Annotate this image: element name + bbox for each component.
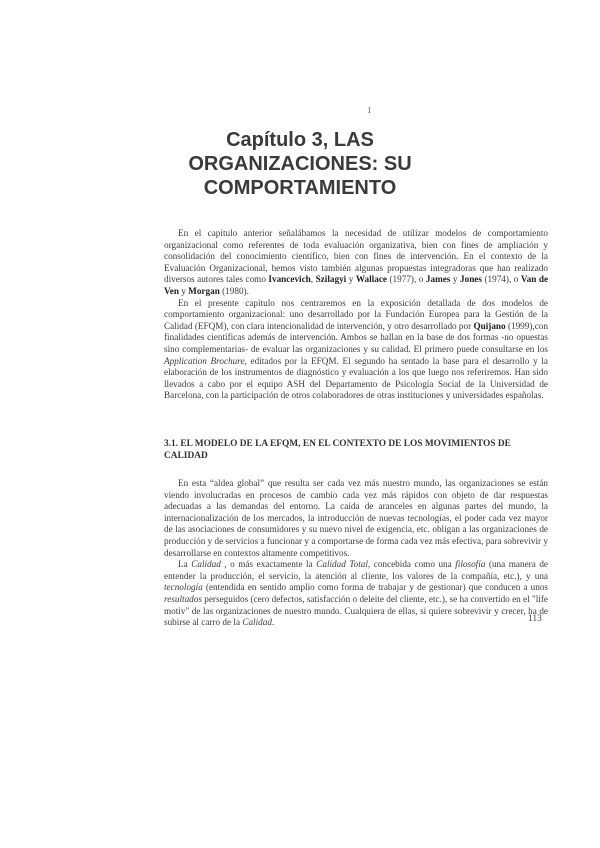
section-paragraph-2: [164, 559, 548, 629]
text-span: La: [178, 559, 192, 570]
author-name: Morgan: [188, 285, 220, 296]
author-name: Van de Ven: [164, 274, 549, 296]
author-name: Ivancevich: [268, 274, 311, 285]
section-heading: 3.1. EL MODELO DE LA EFQM, EN EL CONTEXTO DE LOS MOVIMIENTOS DE CALIDAD: [164, 439, 511, 461]
text-span: y: [346, 274, 356, 285]
italic-term: resultados: [164, 593, 202, 604]
text-span: y: [178, 285, 189, 296]
intro-text: [164, 228, 548, 402]
author-name: Quijano: [473, 320, 506, 331]
text-span: En el presente capítulo nos centraremos en la exposición detallada de dos modelos de comportamiento organizacional: uno desarrollado por la Fundación Europea para la Gestión de la Calidad (EFQM), con clara intencionalidad de intervención, y otro desarrollado por: [164, 297, 548, 331]
author-name: Wallace: [355, 274, 387, 285]
italic-term: Calidad Total: [316, 559, 368, 570]
section-paragraph-1: En esta “aldea global” que resulta ser cada vez más nuestro mundo, las organizaciones se están viendo involucradas en procesos de cambio cada vez más rápidos con objeto de dar respuestas adecuadas a las demandas del entorno. La caída de aranceles en algunas partes del mundo, la internacionalización de los mercados, la introducción de nuevas tecnologías, el poder cada vez mayor de las asociaciones de consumidores y su nuevo nivel de exigencia, etc. obligan a las organizaciones de producción y de servicios a funcionar y a comportarse de forma cada vez más efectiva, para sobrevivir y desarrollarse en contextos altamente competitivos.: [164, 478, 548, 558]
text-span: En el capítulo anterior señalábamos la necesidad de utilizar modelos de comportamiento organizacional como referentes de toda evaluación organizativa, bien con fines de ampliación y consolidación del conocimiento científico, bien con fines de intervención. En el contexto de la Evaluación Organizacional, hemos visto también algunas propuestas integradoras que han realizado diversos autores tales como: [164, 228, 548, 285]
author-name: Jones: [460, 274, 482, 285]
text-span: (1999),con finalidades científicas además de intervención. Ambos se hallan en la base de dos formas -no opuestas sino complementarias- de evaluar las organizaciones y su calidad. El primero puede consultarse en los: [164, 320, 548, 354]
section-text: [164, 478, 548, 629]
italic-term: Calidad: [191, 559, 221, 570]
chapter-marker: I: [368, 106, 371, 115]
text-span: ,: [310, 274, 316, 285]
text-span: , o más exactamente la: [220, 559, 317, 570]
italic-term: tecnología: [164, 582, 203, 593]
text-span: , concebida como una: [367, 559, 456, 570]
text-span: (1974), o: [481, 274, 521, 285]
intro-paragraph-1: [164, 228, 548, 298]
text-span: , editados por la EFQM. El segundo ha sentado la base para el desarrollo y la elaboración de los instrumentos de diagnóstico y evaluación a los que luego nos referiremos. Han sido llevados a cabo por el equipo ASH del Departamento de Psicología Social de la Universidad de Barcelona, con la participación de otros colaboradores de otras instituciones y universidades españolas.: [164, 355, 549, 401]
chapter-title: Capítulo 3, LAS ORGANIZACIONES: SU COMPORTAMIENTO: [188, 129, 412, 199]
text-span: (1980).: [219, 285, 249, 296]
author-name: James: [425, 274, 451, 285]
text-span: .: [271, 617, 275, 628]
text-span: y: [450, 274, 460, 285]
author-name: Szilagyi: [315, 274, 347, 285]
page-number: 113: [528, 614, 542, 624]
text-span: (1977), o: [387, 274, 426, 285]
italic-term: Application Brochure: [164, 355, 245, 366]
italic-term: filosofía: [455, 559, 486, 570]
intro-paragraph-2: [164, 298, 548, 402]
text-span: perseguidos (cero defectos, satisfacción o deleite del cliente, etc.), se ha convertido en el "life motiv" de las organizaciones de nuestro mundo. Cualquiera de ellas, si quiere sobrevivir y crecer, ha de subirse al carro de la: [164, 593, 548, 628]
italic-term: Calidad: [242, 617, 272, 628]
text-span: (entendida en sentido amplio como forma de trabajar y de gestionar) que conducen a unos: [202, 582, 548, 593]
text-span: (una manera de entender la producción, el servicio, la atención al cliente, los valores de la compañía, etc.), y una: [164, 559, 548, 581]
